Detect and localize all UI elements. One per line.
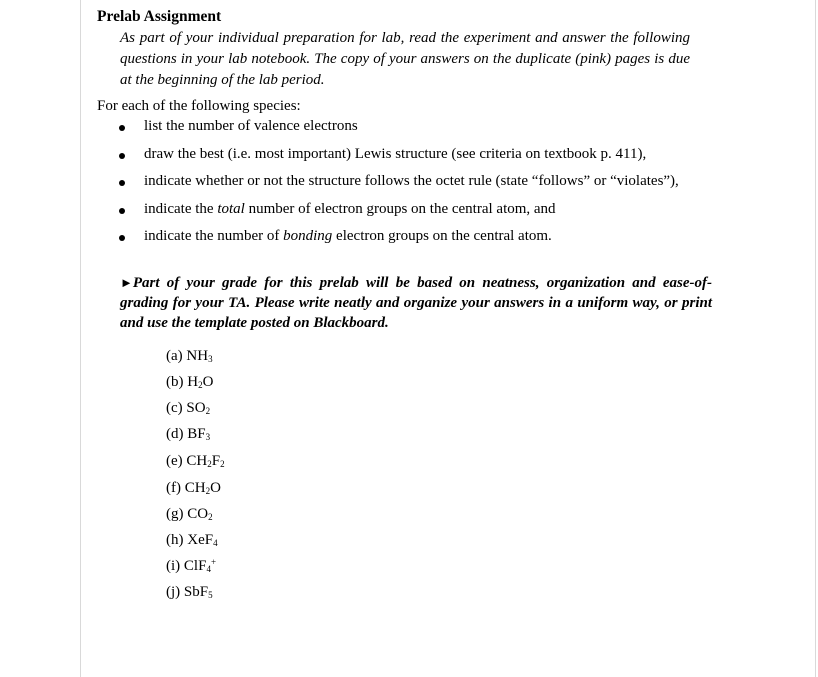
species-item-xef4: (h) XeF$_4$	[166, 532, 218, 548]
intro-line-1: As part of your individual preparation for lab, read the experiment and answer the	[120, 30, 629, 46]
species-item-so2: (c) $SO_2$	[166, 400, 211, 416]
species-item-nh3: (a) $NH_3$	[166, 348, 213, 364]
bullet-dot-icon	[119, 125, 125, 131]
page-left-border	[80, 0, 81, 677]
species-item-ch2o: (f) $CH_2O$	[166, 480, 221, 496]
species-item-ch2f2: (e) $CH_2F_2$	[166, 453, 225, 469]
emphasis-bonding: bonding	[283, 228, 333, 244]
page-title: Prelab Assignment	[97, 8, 222, 25]
species-item-sbf5: (j) SbF$_5$	[166, 584, 213, 600]
grading-note	[120, 273, 712, 333]
intro-line-3: (pink) pages is due at the beginning of the lab period.	[120, 51, 690, 88]
bullet-dot-icon	[119, 153, 125, 159]
note-line-3: print and use the template posted on Blackboard.	[120, 295, 712, 331]
bullet-dot-icon	[119, 208, 125, 214]
lead-text: For each of the following species:	[97, 98, 301, 114]
note-line-2: grading for your TA. Please write neatly and organize your answers in a uniform way, or	[120, 295, 678, 311]
page-right-border	[815, 0, 816, 677]
species-item-bf3: (d) $BF_3$	[166, 426, 211, 442]
species-item-co2: (g) $CO_2$	[166, 506, 213, 522]
note-line-1: Part of your grade for this prelab will be based on neatness, organization and ease-of-	[132, 275, 712, 291]
species-item-h2o: (b) $H_2O$	[166, 374, 214, 390]
intro-paragraph	[120, 28, 690, 91]
bullet-dot-icon	[119, 180, 125, 186]
intro-line-2: following questions in your lab notebook. The copy of your answers on the duplicate	[120, 30, 691, 67]
bullet-dot-icon	[119, 235, 125, 241]
triangle-pointer-icon: ►	[120, 275, 133, 290]
emphasis-total: total	[217, 201, 245, 217]
species-item-clf4-plus: (i) ClF$_4$+	[166, 557, 217, 574]
